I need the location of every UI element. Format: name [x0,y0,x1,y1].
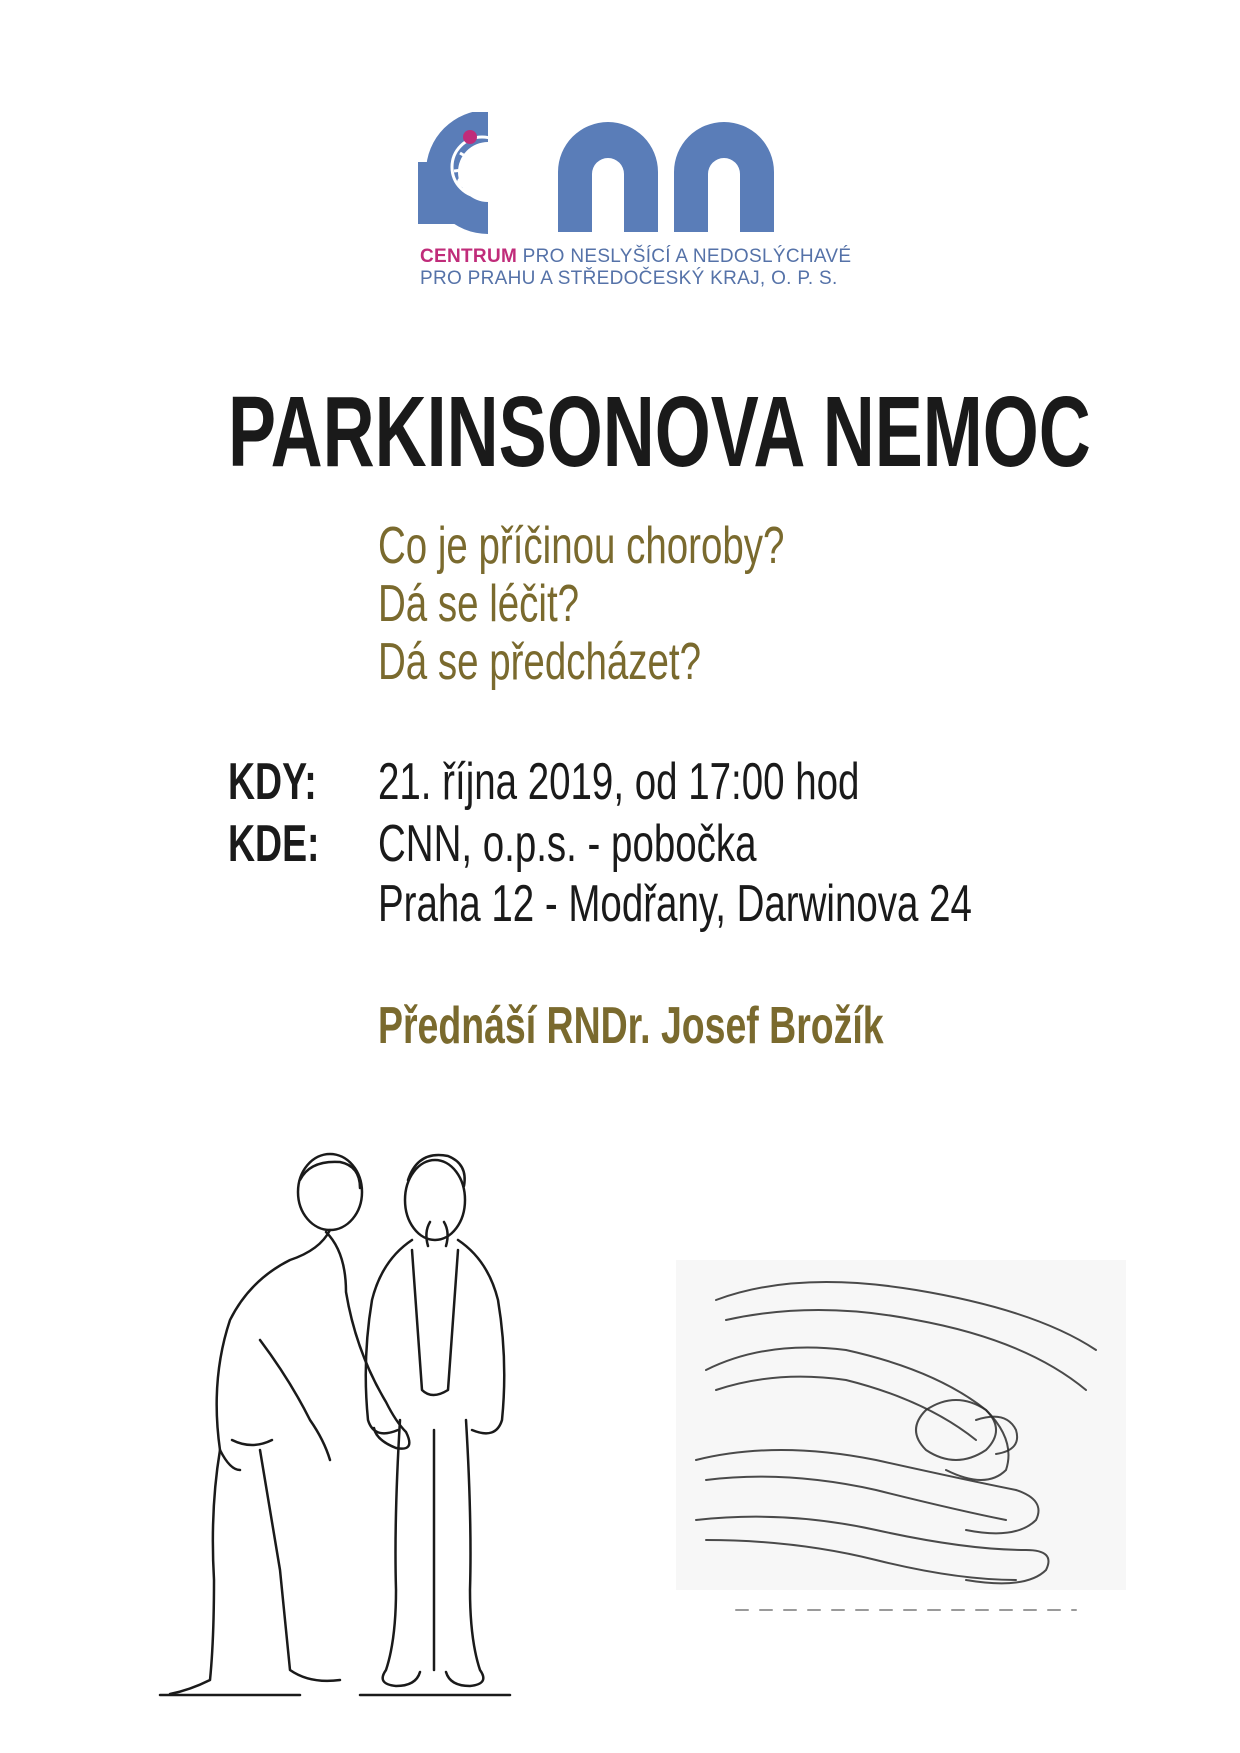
logo-tagline-1 [420,246,851,268]
cnn-logo [418,112,852,292]
when-label: KDY: [228,753,317,811]
logo-tagline-2: PRO PRAHU A STŘEDOČESKÝ KRAJ, O. P. S. [420,268,838,289]
where-label: KDE: [228,815,320,873]
trembling-hand-illustration [676,1260,1126,1620]
question-3: Dá se předcházet? [378,633,702,691]
lecturer: Přednáší RNDr. Josef Brožík [378,997,884,1055]
parkinson-posture-illustration [150,1140,620,1710]
stooped-man-front-figure [360,1155,510,1695]
question-1: Co je příčinou choroby? [378,517,785,575]
logo-tagline-rest: PRO NESLYŠÍCÍ A NEDOSLÝCHAVÉ [517,246,852,267]
poster-title: PARKINSONOVA NEMOC [228,376,1091,488]
stooped-man-side-figure [160,1154,409,1695]
when-value: 21. října 2019, od 17:00 hod [378,753,860,811]
cnn-logo-mark [418,112,818,242]
logo-tagline-accent: CENTRUM [420,246,518,267]
where-line-1: CNN, o.p.s. - pobočka [378,815,757,873]
where-line-2: Praha 12 - Modřany, Darwinova 24 [378,875,972,933]
question-2: Dá se léčit? [378,575,580,633]
